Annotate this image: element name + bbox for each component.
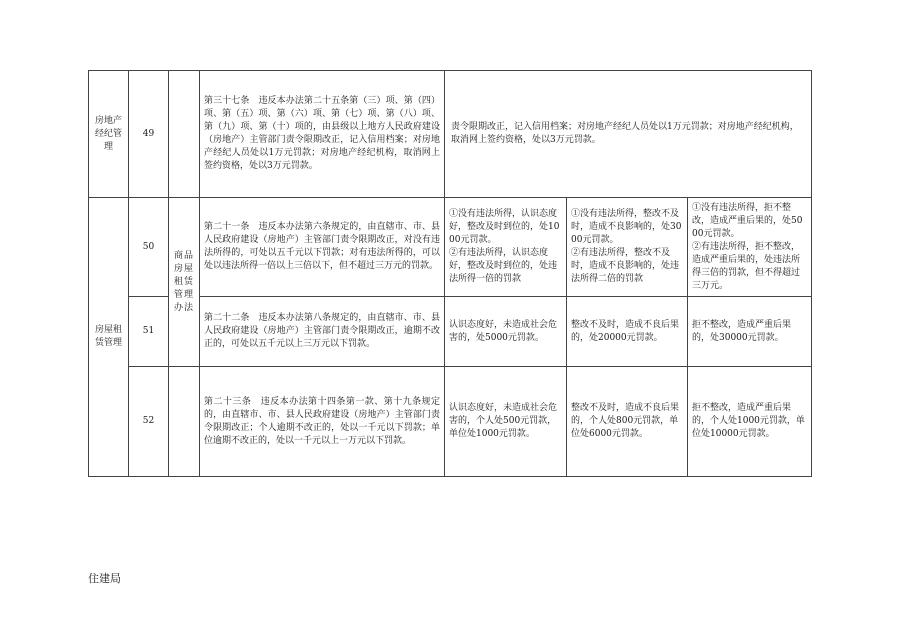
number-cell <box>129 297 169 367</box>
heavy-penalty-text: 拒不整改，造成严重后果的，处30000元罚款。 <box>692 319 792 343</box>
number-cell <box>129 71 169 198</box>
item-number: 49 <box>142 128 155 139</box>
law-clause-cell <box>200 71 445 198</box>
category-cell <box>89 71 129 198</box>
table-row <box>89 367 812 477</box>
law-clause-text: 第二十一条 违反本办法第六条规定的，由直辖市、市、县人民政府建设（房地产）主管部门责令限期改正，对没有违法所得的，可处以五千元以下罚款；对有违法所得的，可以处以违法所得一倍以上三倍以下，但不超过三万元的罚款。 <box>204 222 440 271</box>
regulation-cell <box>169 198 200 367</box>
regulation-name: 商品房屋租赁管理办法 <box>173 250 194 313</box>
regulation-cell <box>169 71 200 198</box>
light-penalty-text: 认识态度好，未造成社会危害的，个人处500元罚款，单位处1000元罚款。 <box>449 403 558 439</box>
medium-penalty-cell <box>567 297 688 367</box>
medium-penalty-text: 整改不及时，造成不良后果的，个人处800元罚款，单位处6000元罚款。 <box>571 403 680 439</box>
category-cell <box>89 198 129 477</box>
light-penalty-text: 认识态度好，未造成社会危害的，处5000元罚款。 <box>449 319 558 343</box>
medium-penalty-text: ①没有违法所得，整改不及时，造成不良影响的，处3000元罚款。 ②有违法所得，整改不及时，造成不良影响的，处违法所得二倍的罚款 <box>571 209 682 284</box>
footer-department: 住建局 <box>88 572 121 585</box>
number-cell <box>129 198 169 297</box>
medium-penalty-text: 整改不及时，造成不良后果的，处20000元罚款。 <box>571 319 680 343</box>
heavy-penalty-cell <box>688 297 812 367</box>
item-number: 51 <box>142 326 155 336</box>
number-cell <box>129 367 169 477</box>
penalty-standards-table <box>88 70 812 477</box>
penalty-cell <box>445 71 812 198</box>
item-number: 52 <box>142 416 155 426</box>
light-penalty-text: ①没有违法所得，认识态度好，整改及时到位的，处1000元罚款。 ②有违法所得，认识态度好，整改及时到位的，处违法所得一倍的罚款 <box>449 209 560 284</box>
heavy-penalty-text: ①没有违法所得，拒不整改，造成严重后果的，处5000元罚款。 ②有违法所得，拒不整改，造成严重后果的，处违法所得三倍的罚款，但不得超过三万元。 <box>692 202 803 291</box>
category-label: 房屋租赁管理 <box>94 325 122 348</box>
category-label: 房地产经纪管理 <box>94 115 122 152</box>
table-row <box>89 198 812 297</box>
heavy-penalty-cell <box>688 198 812 297</box>
light-penalty-cell <box>445 198 567 297</box>
penalty-text: 责令限期改正，记入信用档案；对房地产经纪人员处以1万元罚款；对房地产经纪机构，取消网上签约资格，处以3万元罚款。 <box>451 122 799 145</box>
item-number: 50 <box>142 241 155 252</box>
law-clause-text: 第二十三条 违反本办法第十四条第一款、第十九条规定的，由直辖市、市、县人民政府建设（房地产）主管部门责令限期改正；个人逾期不改正的，处以一千元以下罚款；单位逾期不改正的，处以一千元以上一万元以下罚款。 <box>204 396 440 446</box>
medium-penalty-cell <box>567 367 688 477</box>
heavy-penalty-text: 拒不整改，造成严重后果的，个人处1000元罚款，单位处10000元罚款。 <box>692 403 805 439</box>
law-clause-text: 第二十二条 违反本办法第八条规定的，由直辖市、市、县人民政府建设（房地产）主管部门责令限期改正，逾期不改正的，可处以五千元以上三万元以下罚款。 <box>204 313 440 349</box>
heavy-penalty-cell <box>688 367 812 477</box>
law-clause-cell <box>200 297 445 367</box>
regulation-cell <box>169 367 200 477</box>
law-clause-text: 第三十七条 违反本办法第二十五条第（三）项、第（四）项、第（五）项、第（六）项、第（七）项、第（八）项、第（九）项、第（十）项的，由县级以上地方人民政府建设（房地产）主管部门责令限期改正，记入信用档案；对房地产经纪人员处以1万元罚款；对房地产经纪机构，取消网上签约资格，处以3万元罚款。 <box>204 96 440 171</box>
table-row <box>89 71 812 198</box>
medium-penalty-cell <box>567 198 688 297</box>
light-penalty-cell <box>445 367 567 477</box>
light-penalty-cell <box>445 297 567 367</box>
law-clause-cell <box>200 367 445 477</box>
law-clause-cell <box>200 198 445 297</box>
